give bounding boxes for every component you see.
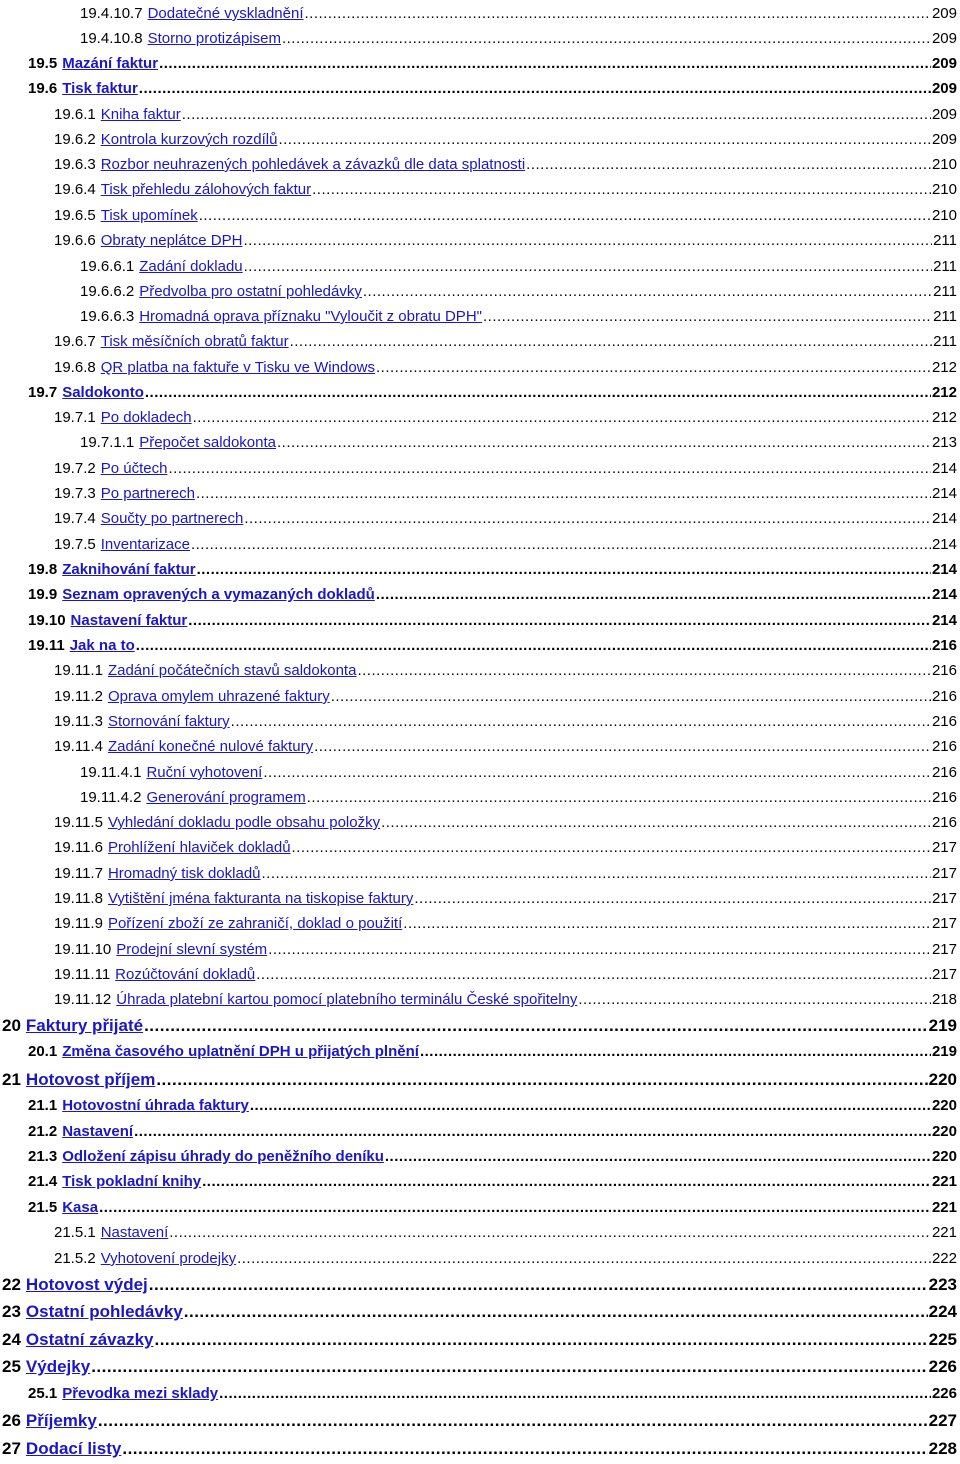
toc-entry-page-number: 216	[931, 713, 957, 730]
toc-entry-page-number: 216	[931, 637, 957, 654]
dot-leader	[244, 510, 931, 527]
toc-entry-page-number: 216	[931, 688, 957, 705]
dot-leader	[202, 1173, 931, 1190]
toc-entry-page-number: 210	[931, 181, 957, 198]
toc-entry-number: 21.5	[28, 1199, 58, 1216]
toc-entry-page-number: 216	[931, 789, 957, 806]
toc-entry-link[interactable]: Dodatečné vyskladnění	[147, 5, 304, 22]
toc-entry	[80, 258, 957, 275]
toc-entry-page-number: 220	[931, 1123, 957, 1140]
toc-entry-number: 19.7.5	[54, 536, 96, 553]
toc-entry-number: 19.6.8	[54, 359, 96, 376]
toc-entry-link[interactable]: Přepočet saldokonta	[139, 434, 276, 451]
toc-entry-link[interactable]: Saldokonto	[62, 384, 144, 401]
toc-entry-link[interactable]: Nastavení faktur	[70, 612, 188, 629]
dot-leader	[144, 1016, 928, 1036]
toc-entry	[28, 1199, 957, 1216]
toc-entry	[54, 839, 957, 856]
dot-leader	[307, 789, 931, 806]
toc-entry	[2, 1439, 957, 1459]
toc-entry-number: 19.11.8	[54, 890, 103, 907]
toc-entry	[28, 1123, 957, 1140]
toc-entry	[28, 1385, 957, 1402]
toc-entry-number: 21	[2, 1070, 21, 1089]
toc-entry	[28, 561, 957, 578]
toc-entry-page-number: 217	[931, 890, 957, 907]
toc-entry	[54, 536, 957, 553]
toc-entry-number: 25.1	[28, 1385, 58, 1402]
toc-entry-number: 19.6.3	[54, 156, 96, 173]
toc-entry	[54, 738, 957, 755]
dot-leader	[182, 106, 931, 123]
toc-entry-link[interactable]: Prodejní slevní systém	[116, 941, 268, 958]
toc-entry-link[interactable]: Hotovostní úhrada faktury	[62, 1097, 249, 1114]
toc-entry-number: 19.11.2	[54, 688, 103, 705]
toc-entry-link[interactable]: Jak na to	[69, 637, 135, 654]
toc-entry-link[interactable]: Dodací listy	[25, 1439, 122, 1458]
toc-entry-page-number: 216	[931, 814, 957, 831]
dot-leader	[156, 1070, 927, 1090]
toc-entry-number: 19.6.6.2	[80, 283, 135, 300]
toc-entry-number: 19.11.12	[54, 991, 112, 1008]
toc-entry-link[interactable]: Zadání konečné nulové faktury	[107, 738, 314, 755]
toc-entry-link[interactable]: Nastavení	[62, 1123, 134, 1140]
toc-entry	[2, 1357, 957, 1377]
toc-entry-page-number: 212	[931, 359, 957, 376]
dot-leader	[193, 409, 931, 426]
toc-entry-number: 19.6	[28, 80, 58, 97]
toc-entry-number: 19.6.7	[54, 333, 96, 350]
toc-entry-page-number: 226	[928, 1357, 957, 1376]
toc-entry-number: 19.11.11	[54, 966, 111, 983]
dot-leader	[268, 941, 931, 958]
dot-leader	[385, 1148, 931, 1165]
toc-entry-link[interactable]: Pořízení zboží ze zahraničí, doklad o použití	[107, 915, 403, 932]
toc-entry-number: 23	[2, 1302, 21, 1321]
toc-entry-link[interactable]: Vyhotovení prodejky	[100, 1250, 237, 1267]
toc-entry-number: 21.3	[28, 1148, 58, 1165]
toc-entry-number: 19.7.1.1	[80, 434, 135, 451]
toc-entry-page-number: 212	[931, 409, 957, 426]
toc-entry-page-number: 214	[931, 460, 957, 477]
toc-entry-page-number: 216	[931, 662, 957, 679]
toc-entry-number: 19.11.4.1	[80, 764, 142, 781]
dot-leader	[290, 333, 933, 350]
toc-entry	[28, 1148, 957, 1165]
dot-leader	[219, 1385, 931, 1402]
toc-entry-page-number: 209	[931, 55, 957, 72]
toc-entry	[28, 586, 957, 603]
toc-entry-page-number: 222	[931, 1250, 957, 1267]
dot-leader	[312, 181, 931, 198]
toc-entry-number: 26	[2, 1411, 21, 1430]
dot-leader	[262, 865, 931, 882]
toc-entry-number: 19.6.2	[54, 131, 96, 148]
toc-entry-page-number: 218	[931, 991, 957, 1008]
dot-leader	[145, 384, 931, 401]
toc-entry	[54, 409, 957, 426]
dot-leader	[363, 283, 932, 300]
toc-entry-page-number: 211	[933, 308, 957, 325]
dot-leader	[237, 1250, 931, 1267]
toc-entry-number: 21.2	[28, 1123, 58, 1140]
dot-leader	[263, 764, 931, 781]
toc-entry	[28, 55, 957, 72]
dot-leader	[314, 738, 931, 755]
toc-entry-number: 19.6.6.1	[80, 258, 135, 275]
toc-entry	[54, 890, 957, 907]
toc-entry	[54, 713, 957, 730]
dot-leader	[99, 1199, 931, 1216]
dot-leader	[250, 1097, 931, 1114]
toc-entry-page-number: 217	[931, 941, 957, 958]
toc-entry	[28, 612, 957, 629]
toc-entry-number: 19.11	[28, 637, 65, 654]
toc-entry	[80, 30, 957, 47]
toc-entry-link[interactable]: Kasa	[62, 1199, 99, 1216]
dot-leader	[98, 1411, 928, 1431]
dot-leader	[159, 55, 931, 72]
toc-entry-link[interactable]: Předvolba pro ostatní pohledávky	[139, 283, 362, 300]
toc-entry-page-number: 219	[928, 1016, 957, 1035]
dot-leader	[244, 258, 932, 275]
toc-entry	[54, 333, 957, 350]
toc-entry-link[interactable]: Výdejky	[25, 1357, 91, 1376]
toc-entry-link[interactable]: Po partnerech	[100, 485, 195, 502]
toc-entry-number: 19.9	[28, 586, 58, 603]
toc-entry	[2, 1330, 957, 1350]
toc-entry-link[interactable]: Tisk pokladní knihy	[62, 1173, 202, 1190]
dot-leader	[243, 232, 932, 249]
toc-entry-link[interactable]: Inventarizace	[100, 536, 190, 553]
toc-entry-link[interactable]: Převodka mezi sklady	[62, 1385, 219, 1402]
toc-entry-link[interactable]: Generování programem	[146, 789, 306, 806]
dot-leader	[277, 434, 931, 451]
toc-entry-page-number: 209	[931, 106, 957, 123]
toc-entry-link[interactable]: Ostatní závazky	[25, 1330, 154, 1349]
toc-entry-link[interactable]: Nastavení	[100, 1224, 169, 1241]
toc-entry-link[interactable]: Rozúčtování dokladů	[115, 966, 256, 983]
toc-entry-page-number: 217	[931, 966, 957, 983]
dot-leader	[278, 131, 931, 148]
toc-entry-page-number: 223	[928, 1275, 957, 1294]
toc-entry-link[interactable]: Tisk upomínek	[100, 207, 198, 224]
dot-leader	[403, 915, 931, 932]
toc-entry-number: 20.1	[28, 1043, 58, 1060]
toc-entry	[28, 1097, 957, 1114]
dot-leader	[122, 1439, 927, 1459]
toc-entry-page-number: 212	[931, 384, 957, 401]
toc-entry-link[interactable]: Tisk měsíčních obratů faktur	[100, 333, 289, 350]
toc-entry-number: 19.10	[28, 612, 66, 629]
toc-entry-link[interactable]: Po účtech	[100, 460, 168, 477]
toc-entry-page-number: 217	[931, 839, 957, 856]
toc-entry-number: 19.7.3	[54, 485, 96, 502]
toc-entry	[54, 156, 957, 173]
toc-entry-number: 19.11.4.2	[80, 789, 142, 806]
dot-leader	[526, 156, 931, 173]
toc-entry	[80, 5, 957, 22]
toc-entry	[80, 434, 957, 451]
toc-entry-page-number: 228	[928, 1439, 957, 1458]
toc-entry	[80, 283, 957, 300]
toc-entry-page-number: 214	[931, 510, 957, 527]
dot-leader	[191, 536, 931, 553]
toc-entry-page-number: 216	[931, 764, 957, 781]
toc-entry	[28, 1043, 957, 1060]
dot-leader	[196, 485, 931, 502]
toc-entry	[80, 789, 957, 806]
toc-entry-number: 19.11.1	[54, 662, 103, 679]
dot-leader	[292, 839, 931, 856]
toc-entry-link[interactable]: Po dokladech	[100, 409, 192, 426]
dot-leader	[197, 561, 931, 578]
toc-entry-number: 25	[2, 1357, 21, 1376]
toc-entry	[54, 662, 957, 679]
toc-entry	[54, 359, 957, 376]
toc-entry-page-number: 209	[931, 131, 957, 148]
toc-entry	[54, 232, 957, 249]
toc-entry-number: 19.7.4	[54, 510, 96, 527]
toc-entry	[54, 131, 957, 148]
toc-entry-link[interactable]: Součty po partnerech	[100, 510, 244, 527]
toc-entry-page-number: 219	[931, 1043, 957, 1060]
toc-entry-page-number: 221	[931, 1173, 957, 1190]
dot-leader	[305, 5, 931, 22]
toc-entry	[28, 80, 957, 97]
toc-entry-page-number: 225	[928, 1330, 957, 1349]
toc-entry-number: 19.6.5	[54, 207, 96, 224]
toc-entry-number: 20	[2, 1016, 21, 1035]
toc-entry-link[interactable]: Storno protizápisem	[147, 30, 281, 47]
toc-entry-page-number: 217	[931, 915, 957, 932]
toc-entry-link[interactable]: Ostatní pohledávky	[25, 1302, 183, 1321]
toc-entry-page-number: 226	[931, 1385, 957, 1402]
toc-entry-link[interactable]: Zadání počátečních stavů saldokonta	[107, 662, 357, 679]
toc-entry	[54, 814, 957, 831]
toc-entry-page-number: 217	[931, 865, 957, 882]
toc-entry	[54, 181, 957, 198]
dot-leader	[139, 80, 931, 97]
toc-entry-number: 19.5	[28, 55, 58, 72]
toc-entry-number: 19.4.10.8	[80, 30, 143, 47]
toc-entry	[54, 1224, 957, 1241]
dot-leader	[578, 991, 931, 1008]
toc-entry-number: 27	[2, 1439, 21, 1458]
toc-entry-number: 19.11.3	[54, 713, 103, 730]
toc-entry-number: 21.4	[28, 1173, 58, 1190]
toc-entry-number: 19.7	[28, 384, 58, 401]
toc-entry-link[interactable]: Hotovost příjem	[25, 1070, 156, 1089]
toc-entry-number: 24	[2, 1330, 21, 1349]
toc-entry-number: 19.11.4	[54, 738, 103, 755]
toc-entry	[80, 764, 957, 781]
toc-entry-page-number: 209	[931, 5, 957, 22]
toc-entry-number: 19.4.10.7	[80, 5, 143, 22]
dot-leader	[256, 966, 931, 983]
toc-entry-page-number: 214	[931, 536, 957, 553]
toc-entry-number: 19.11.9	[54, 915, 103, 932]
toc-entry-link[interactable]: Prohlížení hlaviček dokladů	[107, 839, 291, 856]
toc-entry	[54, 966, 957, 983]
toc-entry-link[interactable]: Faktury přijaté	[25, 1016, 144, 1035]
toc-entry-page-number: 213	[931, 434, 957, 451]
toc-entry	[54, 991, 957, 1008]
toc-entry-page-number: 221	[931, 1224, 957, 1241]
toc-entry-number: 21.1	[28, 1097, 58, 1114]
toc-entry-link[interactable]: Seznam opravených a vymazaných dokladů	[62, 586, 375, 603]
dot-leader	[376, 586, 931, 603]
toc-entry-number: 19.11.7	[54, 865, 103, 882]
dot-leader	[420, 1043, 931, 1060]
dot-leader	[331, 688, 931, 705]
toc-entry-page-number: 210	[931, 207, 957, 224]
toc-entry	[2, 1302, 957, 1322]
toc-entry-link[interactable]: Kontrola kurzových rozdílů	[100, 131, 278, 148]
toc-entry	[28, 637, 957, 654]
toc-entry-link[interactable]: Obraty neplátce DPH	[100, 232, 243, 249]
dot-leader	[149, 1275, 928, 1295]
toc-entry-number: 19.6.1	[54, 106, 96, 123]
toc-entry-link[interactable]: Oprava omylem uhrazené faktury	[107, 688, 330, 705]
toc-entry-number: 19.11.10	[54, 941, 112, 958]
dot-leader	[199, 207, 931, 224]
toc-entry	[2, 1070, 957, 1090]
toc-entry-link[interactable]: Tisk přehledu zálohových faktur	[100, 181, 312, 198]
toc-entry-page-number: 220	[931, 1148, 957, 1165]
toc-entry	[80, 308, 957, 325]
toc-entry-link[interactable]: Zaknihování faktur	[62, 561, 196, 578]
toc-entry-link[interactable]: Zadání dokladu	[139, 258, 243, 275]
toc-entry-link[interactable]: Hromadný tisk dokladů	[107, 865, 261, 882]
toc-entry-link[interactable]: Příjemky	[25, 1411, 97, 1430]
toc-entry	[54, 865, 957, 882]
toc-entry-page-number: 214	[931, 612, 957, 629]
toc-entry-number: 21.5.2	[54, 1250, 96, 1267]
toc-entry-number: 19.6.6.3	[80, 308, 135, 325]
dot-leader	[483, 308, 932, 325]
toc-entry	[54, 106, 957, 123]
toc-entry-page-number: 221	[931, 1199, 957, 1216]
toc-entry	[2, 1411, 957, 1431]
toc-entry-page-number: 211	[933, 283, 957, 300]
toc-entry	[54, 460, 957, 477]
toc-entry-link[interactable]: Ruční vyhotovení	[146, 764, 263, 781]
toc-entry-number: 19.11.5	[54, 814, 103, 831]
dot-leader	[282, 30, 931, 47]
toc-entry	[54, 485, 957, 502]
toc-entry-page-number: 227	[928, 1411, 957, 1430]
toc-entry	[2, 1275, 957, 1295]
toc-entry	[28, 384, 957, 401]
toc-entry-number: 19.7.2	[54, 460, 96, 477]
toc-entry-link[interactable]: Stornování faktury	[107, 713, 230, 730]
toc-entry-page-number: 210	[931, 156, 957, 173]
toc-entry	[2, 1016, 957, 1036]
dot-leader	[381, 814, 931, 831]
dot-leader	[188, 612, 931, 629]
toc-entry-link[interactable]: Hromadná oprava příznaku "Vyloučit z obratu DPH"	[139, 308, 482, 325]
toc-entry-page-number: 211	[933, 333, 957, 350]
toc-entry-link[interactable]: Vyhledání dokladu podle obsahu položky	[107, 814, 381, 831]
toc-entry-page-number: 216	[931, 738, 957, 755]
toc-entry-link[interactable]: Tisk faktur	[62, 80, 138, 97]
toc-entry-link[interactable]: Hotovost výdej	[25, 1275, 148, 1294]
toc-entry	[54, 915, 957, 932]
toc-entry-number: 19.6.6	[54, 232, 96, 249]
toc-entry	[54, 941, 957, 958]
toc-entry-page-number: 209	[931, 80, 957, 97]
dot-leader	[184, 1302, 928, 1322]
toc-entry-link[interactable]: Rozbor neuhrazených pohledávek a závazků dle data splatnosti	[100, 156, 526, 173]
toc-entry-page-number: 211	[933, 258, 957, 275]
toc-entry-link[interactable]: Vytištění jména fakturanta na tiskopise faktury	[107, 890, 414, 907]
toc-entry-page-number: 211	[933, 232, 957, 249]
dot-leader	[357, 662, 931, 679]
toc-entry-number: 19.8	[28, 561, 58, 578]
toc-entry	[54, 1250, 957, 1267]
toc-entry-number: 21.5.1	[54, 1224, 96, 1241]
toc-entry-page-number: 220	[931, 1097, 957, 1114]
dot-leader	[168, 460, 931, 477]
toc-entry-page-number: 224	[928, 1302, 957, 1321]
toc-entry-link[interactable]: Úhrada platební kartou pomocí platebního terminálu České spořitelny	[116, 991, 578, 1008]
toc-entry-link[interactable]: Odložení zápisu úhrady do peněžního deníku	[62, 1148, 384, 1165]
dot-leader	[376, 359, 931, 376]
toc-entry-page-number: 214	[931, 586, 957, 603]
toc-entry-page-number: 220	[928, 1070, 957, 1089]
dot-leader	[169, 1224, 931, 1241]
toc-entry-page-number: 214	[931, 561, 957, 578]
toc-entry-link[interactable]: Mazání faktur	[62, 55, 159, 72]
toc-entry	[54, 207, 957, 224]
toc-entry-link[interactable]: QR platba na faktuře v Tisku ve Windows	[100, 359, 376, 376]
toc-entry	[28, 1173, 957, 1190]
dot-leader	[134, 1123, 931, 1140]
toc-entry-page-number: 214	[931, 485, 957, 502]
toc-entry-number: 22	[2, 1275, 21, 1294]
dot-leader	[154, 1330, 927, 1350]
toc-entry-link[interactable]: Kniha faktur	[100, 106, 181, 123]
toc-entry-page-number: 209	[931, 30, 957, 47]
toc-entry	[54, 510, 957, 527]
dot-leader	[231, 713, 931, 730]
toc-entry	[54, 688, 957, 705]
dot-leader	[91, 1357, 927, 1377]
dot-leader	[414, 890, 931, 907]
dot-leader	[136, 637, 931, 654]
toc-entry-number: 19.6.4	[54, 181, 96, 198]
toc-entry-number: 19.7.1	[54, 409, 96, 426]
toc-entry-link[interactable]: Změna časového uplatnění DPH u přijatých plnění	[62, 1043, 419, 1060]
toc-entry-number: 19.11.6	[54, 839, 103, 856]
